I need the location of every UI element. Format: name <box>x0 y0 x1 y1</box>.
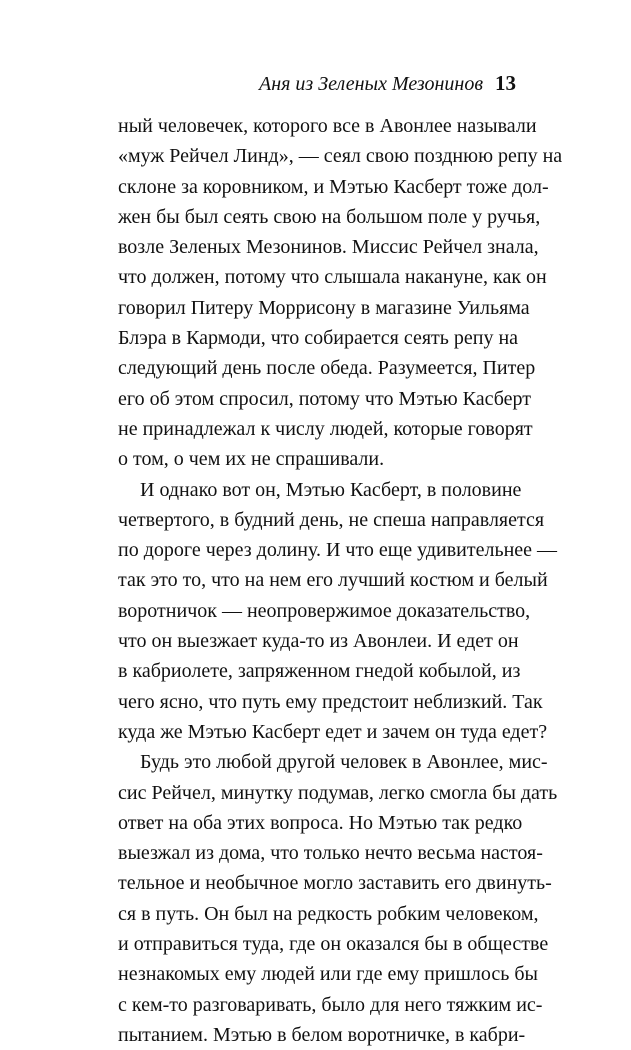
text-line: И однако вот он, Мэтью Касберт, в половине <box>140 478 522 501</box>
text-line: что должен, потому что слышала накануне, как он <box>118 266 547 289</box>
text-line: о том, о чем их не спрашивали. <box>118 448 385 471</box>
body-text <box>118 111 563 1050</box>
text-line: незнакомых ему людей или где ему пришлось бы <box>118 963 538 986</box>
text-line: ответ на оба этих вопроса. Но Мэтью так редко <box>118 811 523 834</box>
text-line: говорил Питеру Моррисону в магазине Уильяма <box>118 296 530 319</box>
paragraph-1 <box>118 111 563 475</box>
page-number: 13 <box>495 71 516 95</box>
text-line: ный человечек, которого все в Авонлее называли <box>118 115 537 137</box>
paragraph-2 <box>118 475 558 748</box>
text-line: не принадлежал к числу людей, которые говорят <box>118 417 533 440</box>
text-line: склоне за коровником, и Мэтью Касберт тоже дол- <box>118 175 549 198</box>
text-line: четвертого, в будний день, не спеша направляется <box>118 508 545 531</box>
text-line: куда же Мэтью Касберт едет и зачем он туда едет? <box>118 720 548 743</box>
text-line: возле Зеленых Мезонинов. Миссис Рейчел знала, <box>118 236 539 259</box>
text-line: тельное и необычное могло заставить его двинуть- <box>118 872 552 895</box>
text-line: ся в путь. Он был на редкость робким человеком, <box>118 902 539 925</box>
text-line: Блэра в Кармоди, что собирается сеять репу на <box>118 327 519 350</box>
text-line: с кем-то разговаривать, было для него тяжким ис- <box>118 993 543 1016</box>
running-title: Аня из Зеленых Мезонинов <box>258 73 483 95</box>
text-line: и отправиться туда, где он оказался бы в обществе <box>118 933 549 956</box>
text-line: жен бы был сеять свою на большом поле у ручья, <box>118 205 541 228</box>
text-line: в кабриолете, запряженном гнедой кобылой, из <box>118 660 521 683</box>
text-line: воротничок — неопровержимое доказательство, <box>118 599 531 622</box>
text-line: выезжал из дома, что только нечто весьма настоя- <box>118 842 543 865</box>
text-line: Будь это любой другой человек в Авонлее, мис- <box>140 751 548 774</box>
text-line: по дороге через долину. И что еще удивительнее — <box>118 539 558 562</box>
running-head <box>118 70 516 97</box>
text-line: следующий день после обеда. Разумеется, Питер <box>118 357 536 380</box>
text-line: пытанием. Мэтью в белом воротничке, в кабри- <box>118 1023 526 1046</box>
text-line: что он выезжает куда-то из Авонлеи. И едет он <box>118 630 519 653</box>
text-line: его об этом спросил, потому что Мэтью Касберт <box>118 387 531 410</box>
text-line: «муж Рейчел Линд», — сеял свою позднюю репу на <box>118 145 563 168</box>
text-line: чего ясно, что путь ему предстоит неблизкий. Так <box>118 690 543 713</box>
text-line: сис Рейчел, минутку подумав, легко смогла бы дать <box>118 781 558 804</box>
text-line: так это то, что на нем его лучший костюм и белый <box>118 569 548 592</box>
paragraph-3 <box>118 747 558 1050</box>
